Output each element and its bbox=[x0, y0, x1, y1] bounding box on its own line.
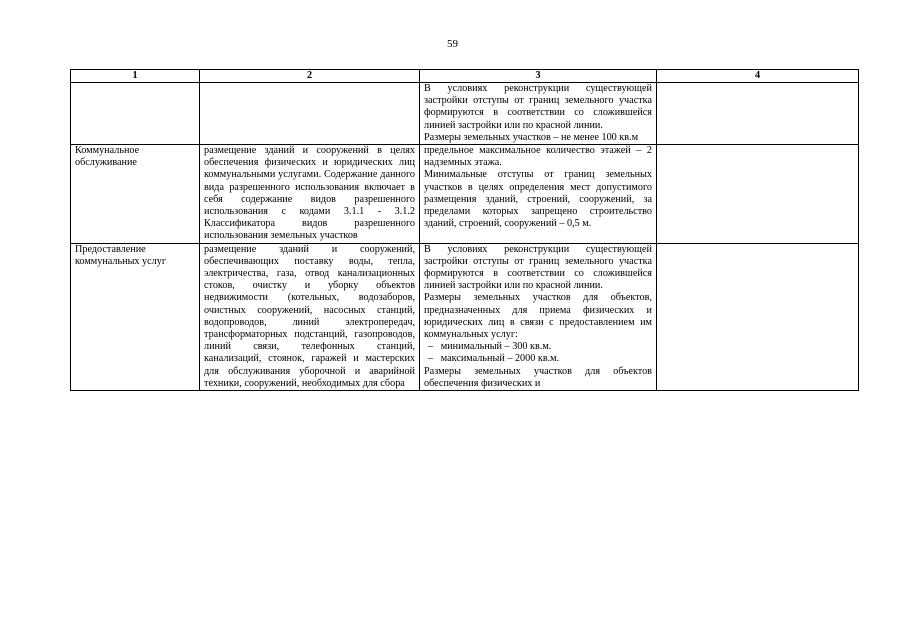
row2-col3-setback-text: Минимальные отступы от границ земельных участков в целях определения мест допустимого размещения зданий, строений, сооружений, за пределами которых запрещено строительство зданий, строений, сооружений – 0,5 м. bbox=[424, 169, 652, 230]
row3-col2-description: размещение зданий и сооружений, обеспечивающих поставку воды, тепла, электричества, газа, отвод канализационных стоков, очистку и уборку объектов недвижимости (котельных, водозаборов, очистных сооружений, насосных станций, водопроводов, линий электропередач, трансформаторных подстанций, газопроводов, линий связи, телефонных станций, канализаций, стоянок, гаражей и мастерских для обслуживания уборочной и аварийной техники, сооружений, необходимых для сбора bbox=[200, 243, 420, 390]
row2-col2-description: размещение зданий и сооружений в целях обеспечения физических и юридических лиц коммунальными услугами. Содержание данного вида разрешенного использования включает в себя содержание видов разрешенного использования с кодами 3.1.1 - 3.1.2 Классификатора видов разрешенного использования земельных участков bbox=[200, 145, 420, 244]
row3-col3-reconstruction-text: В условиях реконструкции существующей застройки отступы от границ земельного участка формируются в соответствии со сложившейся линией застройки или по красной линии. bbox=[424, 243, 652, 292]
header-col-3: 3 bbox=[420, 70, 657, 83]
row3-col3-max-size-item: – максимальный – 2000 кв.м. bbox=[428, 353, 560, 365]
row3-col3-min-size-item: – минимальный – 300 кв.м. bbox=[428, 341, 552, 353]
row3-col3-size-intro-text: Размеры земельных участков для объектов, предназначенных для приема физических и юридических лиц в связи с предоставлением им коммунальных услуг: bbox=[424, 292, 652, 341]
row3-col1-use-name: Предоставление коммунальных услуг bbox=[71, 243, 200, 390]
header-col-1: 1 bbox=[71, 70, 200, 83]
header-col-2: 2 bbox=[200, 70, 420, 83]
row2-col3 bbox=[420, 145, 657, 244]
row1-col3 bbox=[420, 83, 657, 145]
table-row bbox=[71, 83, 859, 145]
table-row bbox=[71, 145, 859, 244]
row3-col3-tail-text: Размеры земельных участков для объектов обеспечения физических и bbox=[424, 365, 652, 389]
row1-col3-reconstruction-text: В условиях реконструкции существующей застройки отступы от границ земельного участка формируются в соответствии со сложившейся линией застройки или по красной линии. bbox=[424, 83, 652, 131]
row1-col2 bbox=[200, 83, 420, 145]
row3-col4 bbox=[657, 243, 859, 390]
row2-col3-floors-text: предельное максимальное количество этажей – 2 надземных этажа. bbox=[424, 145, 652, 169]
row3-col3 bbox=[420, 243, 657, 390]
header-row bbox=[71, 70, 859, 83]
page-number: 59 bbox=[447, 38, 458, 50]
table-row bbox=[71, 243, 859, 390]
row2-col1-use-name: Коммунальное обслуживание bbox=[71, 145, 200, 244]
zoning-table bbox=[70, 69, 859, 391]
row2-col4 bbox=[657, 145, 859, 244]
header-col-4: 4 bbox=[657, 70, 859, 83]
row1-col1 bbox=[71, 83, 200, 145]
row1-col3-size-text: Размеры земельных участков – не менее 100 кв.м bbox=[424, 131, 639, 143]
row1-col4 bbox=[657, 83, 859, 145]
